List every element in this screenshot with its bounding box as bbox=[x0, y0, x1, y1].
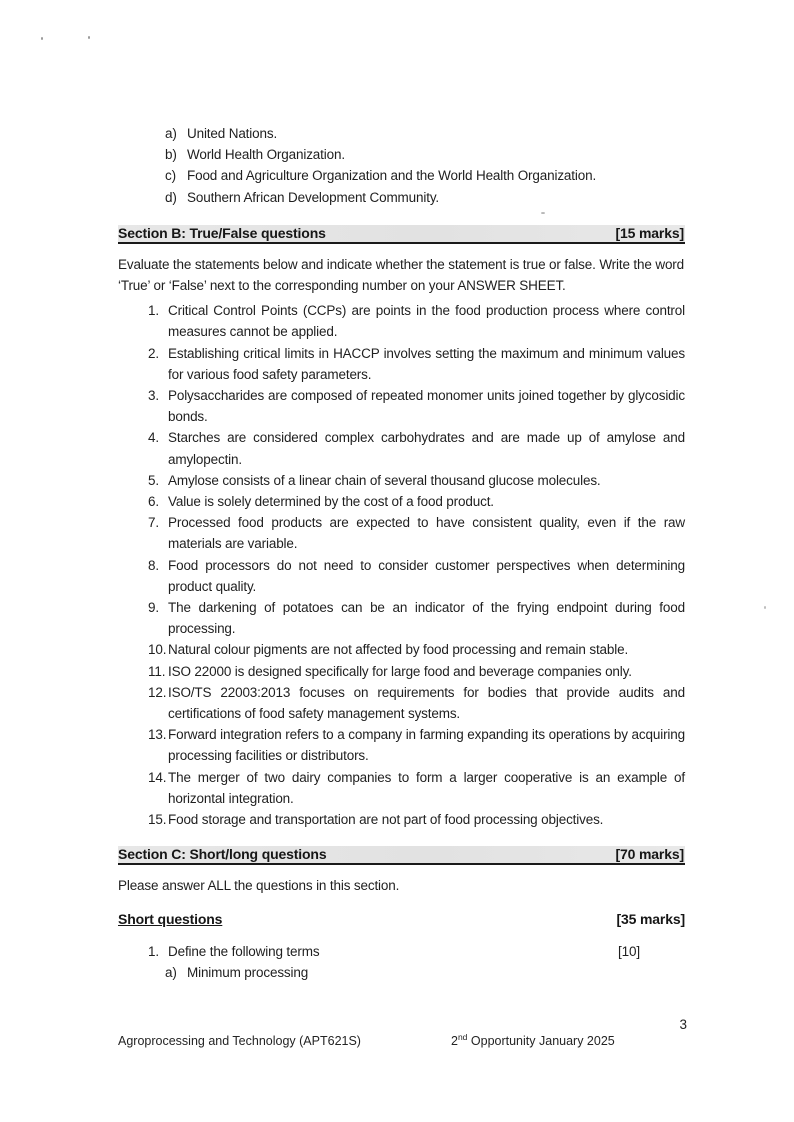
mcq-option bbox=[165, 187, 685, 208]
statement-number: 7. bbox=[148, 515, 159, 531]
statement-number: 3. bbox=[148, 388, 159, 404]
section-b-marks: [15 marks] bbox=[615, 224, 684, 241]
statement-number: 9. bbox=[148, 600, 159, 616]
statement-number: 5. bbox=[148, 472, 159, 488]
footer bbox=[118, 1031, 685, 1052]
mcq-option bbox=[165, 144, 685, 165]
mcq-option bbox=[165, 165, 685, 186]
true-false-statement bbox=[118, 343, 685, 385]
footer-session bbox=[451, 1031, 615, 1052]
option-text: World Health Organization. bbox=[187, 147, 345, 163]
option-text: Southern African Development Community. bbox=[187, 189, 440, 205]
statement-text: Value is solely determined by the cost of a food product. bbox=[168, 494, 494, 510]
footer-session-ordinal: nd bbox=[457, 1031, 468, 1042]
statement-number: 1. bbox=[148, 303, 159, 319]
true-false-statement bbox=[118, 809, 685, 830]
true-false-statement bbox=[118, 491, 685, 512]
section-b-title: Section B: True/False questions bbox=[118, 224, 326, 241]
section-c-instruction: Please answer ALL the questions in this section. bbox=[118, 878, 400, 894]
statement-text: The merger of two dairy companies to form a larger cooperative is an example of horizontal integration. bbox=[168, 769, 685, 806]
question-1 bbox=[118, 941, 685, 962]
question-1a-letter: a) bbox=[165, 964, 177, 980]
short-questions-heading bbox=[118, 909, 685, 930]
statement-text: Food processors do not need to consider customer perspectives when determining product quality. bbox=[168, 557, 685, 594]
statement-number: 15. bbox=[148, 812, 167, 828]
section-c-title: Section C: Short/long questions bbox=[118, 846, 327, 863]
true-false-statements-list bbox=[118, 300, 685, 830]
statement-text: Food storage and transportation are not part of food processing objectives. bbox=[168, 812, 604, 828]
statement-number: 11. bbox=[148, 663, 166, 679]
true-false-statement bbox=[118, 427, 685, 469]
mcq-option bbox=[165, 123, 685, 144]
statement-text: ISO 22000 is designed specifically for large food and beverage companies only. bbox=[168, 663, 632, 679]
true-false-statement bbox=[118, 639, 685, 660]
option-letter: d) bbox=[165, 189, 177, 205]
statement-text: Establishing critical limits in HACCP involves setting the maximum and minimum values for various food safety parameters. bbox=[168, 345, 685, 382]
section-c-marks: [70 marks] bbox=[615, 846, 684, 863]
statement-text: ISO/TS 22003:2013 focuses on requirements for bodies that provide audits and certifications of food safety management systems. bbox=[168, 684, 685, 722]
question-1-text: Define the following terms bbox=[168, 943, 320, 959]
section-b-instruction: Evaluate the statements below and indicate whether the statement is true or false. Write the word ‘True’ or ‘False’ next to the corresponding number on your ANSWER SHEET. bbox=[118, 256, 685, 294]
true-false-statement bbox=[118, 597, 685, 639]
statement-text: Processed food products are expected to have consistent quality, even if the raw materials are variable. bbox=[168, 515, 685, 552]
short-questions-marks: [35 marks] bbox=[616, 910, 685, 927]
statement-text: Polysaccharides are composed of repeated monomer units joined together by glycosidic bonds. bbox=[168, 388, 685, 425]
true-false-statement bbox=[118, 300, 685, 342]
statement-number: 6. bbox=[148, 494, 159, 510]
statement-number: 2. bbox=[148, 345, 159, 361]
statement-text: Critical Control Points (CCPs) are points in the food production process where control measures cannot be applied. bbox=[168, 303, 685, 340]
statement-text: The darkening of potatoes can be an indicator of the frying endpoint during food processing. bbox=[168, 600, 685, 637]
option-text: Food and Agriculture Organization and the World Health Organization. bbox=[187, 168, 597, 184]
section-c-header bbox=[118, 846, 685, 865]
statement-number: 8. bbox=[148, 557, 159, 573]
page-number: 3 bbox=[679, 1017, 687, 1032]
true-false-statement bbox=[118, 661, 685, 682]
scan-artifact bbox=[41, 37, 43, 40]
question-1-marks: [10] bbox=[618, 943, 640, 959]
statement-text: Amylose consists of a linear chain of several thousand glucose molecules. bbox=[168, 472, 601, 488]
true-false-statement bbox=[118, 470, 685, 491]
statement-text: Starches are considered complex carbohydrates and are made up of amylose and amylopectin. bbox=[168, 430, 685, 467]
true-false-statement bbox=[118, 767, 685, 809]
mcq-options-list bbox=[118, 123, 685, 208]
statement-number: 13. bbox=[148, 727, 167, 743]
question-1-number: 1. bbox=[148, 943, 159, 959]
scan-artifact bbox=[764, 606, 766, 609]
statement-number: 14. bbox=[148, 769, 167, 785]
footer-course-code: Agroprocessing and Technology (APT621S) bbox=[118, 1034, 361, 1048]
footer-session-rest: Opportunity January 2025 bbox=[467, 1034, 615, 1048]
question-1a bbox=[118, 962, 685, 983]
statement-text: Natural colour pigments are not affected by food processing and remain stable. bbox=[168, 642, 629, 658]
option-text: United Nations. bbox=[187, 126, 278, 141]
page-content bbox=[118, 0, 685, 983]
true-false-statement bbox=[118, 512, 685, 554]
true-false-statement bbox=[118, 682, 685, 724]
statement-number: 4. bbox=[148, 430, 159, 446]
statement-number: 10. bbox=[148, 642, 167, 658]
statement-number: 12. bbox=[148, 684, 167, 700]
option-letter: b) bbox=[165, 147, 177, 163]
scan-artifact bbox=[88, 36, 90, 39]
short-questions-title: Short questions bbox=[118, 910, 223, 927]
option-letter: a) bbox=[165, 126, 177, 141]
footer-session-base: 2 bbox=[451, 1034, 458, 1048]
statement-text: Forward integration refers to a company in farming expanding its operations by acquiring processing facilities or distributors. bbox=[168, 727, 685, 764]
true-false-statement bbox=[118, 385, 685, 427]
question-1a-text: Minimum processing bbox=[187, 964, 309, 980]
true-false-statement bbox=[118, 724, 685, 766]
true-false-statement bbox=[118, 555, 685, 597]
option-letter: c) bbox=[165, 168, 176, 184]
section-b-header bbox=[118, 225, 685, 244]
